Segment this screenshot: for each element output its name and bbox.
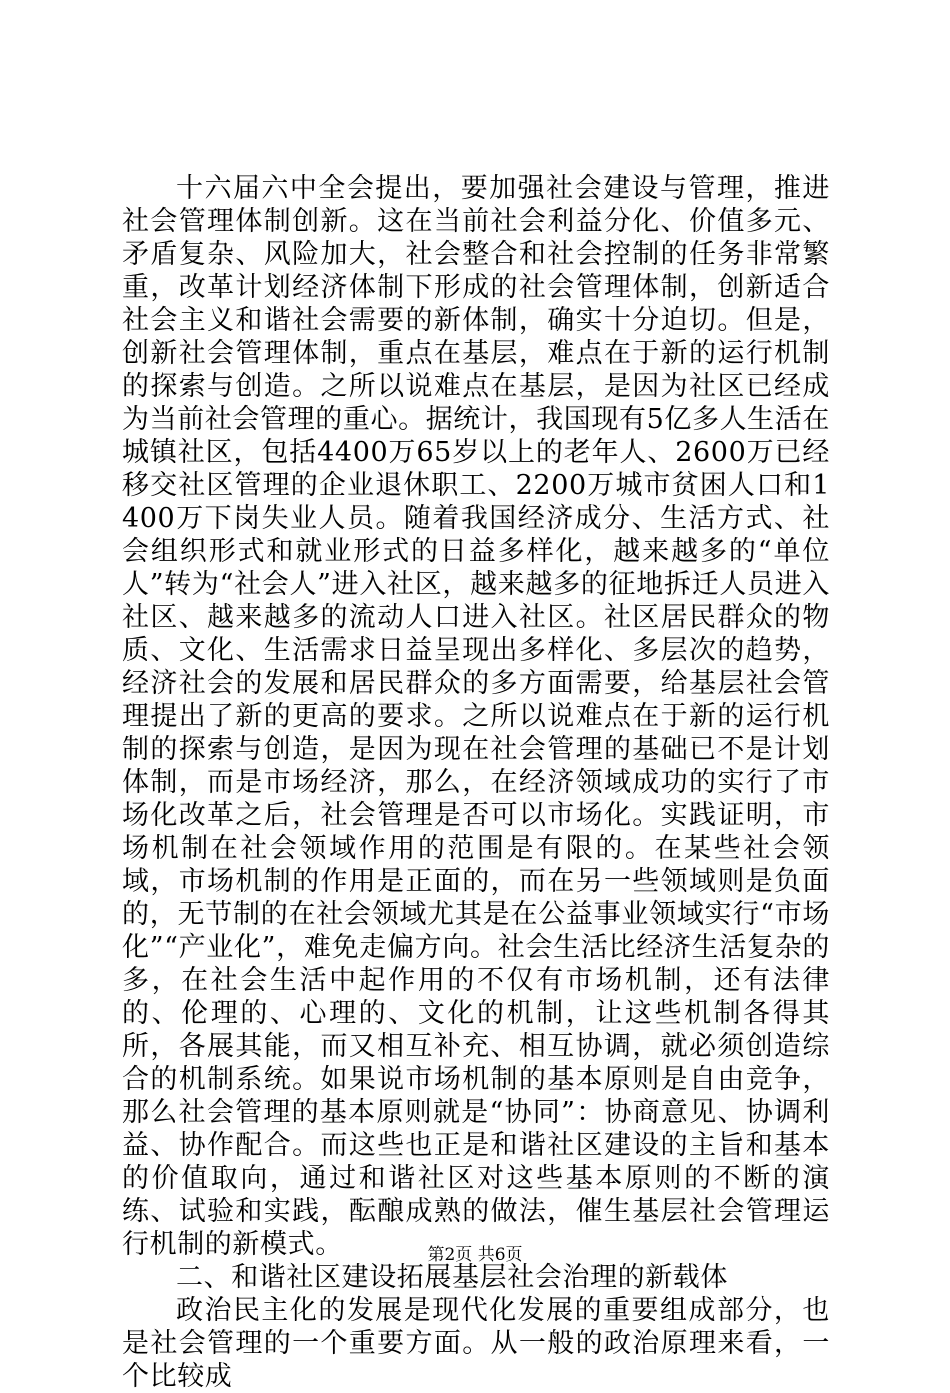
section-heading: 二、和谐社区建设拓展基层社会治理的新载体 (176, 1262, 728, 1293)
body-paragraph-closing: 政治民主化的发展是现代化发展的重要组成部分，也是社会管理的一个重要方面。从一般的政治原理来看，一个比较成 (122, 1295, 830, 1392)
page-number-footer: 第2页 共6页 (427, 1245, 523, 1265)
document-body (122, 172, 830, 1393)
body-paragraph: 十六届六中全会提出，要加强社会建设与管理，推进社会管理体制创新。这在当前社会利益分化、价值多元、矛盾复杂、风险加大，社会整合和社会控制的任务非常繁重，改革计划经济体制下形成的社会管理体制，创新适合社会主义和谐社会需要的新体制，确实十分迫切。但是，创新社会管理体制，重点在基层，难点在于新的运行机制的探索与创造。之所以说难点在基层，是因为社区已经成为当前社会管理的重心。据统计，我国现有5亿多人生活在城镇社区，包括4400万65岁以上的老年人、2600万已经移交社区管理的企业退休职工、2200万城市贫困人口和1400万下岗失业人员。随着我国经济成分、生活方式、社会组织形式和就业形式的日益多样化，越来越多的“单位人”转为“社会人”进入社区，越来越多的征地拆迁人员进入社区、越来越多的流动人口进入社区。社区居民群众的物质、文化、生活需求日益呈现出多样化、多层次的趋势，经济社会的发展和居民群众的多方面需要，给基层社会管理提出了新的更高的要求。之所以说难点在于新的运行机制的探索与创造，是因为现在社会管理的基础已不是计划体制，而是市场经济，那么，在经济领域成功的实行了市场化改革之后，社会管理是否可以市场化。实践证明，市场机制在社会领域作用的范围是有限的。在某些社会领域，市场机制的作用是正面的，而在另一些领域则是负面的，无节制的在社会领域尤其是在公益事业领域实行“市场化”“产业化”，难免走偏方向。社会生活比经济生活复杂的多，在社会生活中起作用的不仅有市场机制，还有法律的、伦理的、心理的、文化的机制，让这些机制各得其所，各展其能，而又相互补充、相互协调，就必须创造综合的机制系统。如果说市场机制的基本原则是自由竞争，那么社会管理的基本原则就是“协同”：协商意见、协调利益、协作配合。而这些也正是和谐社区建设的主旨和基本的价值取向，通过和谐社区对这些基本原则的不断的演练、试验和实践，酝酿成熟的做法，催生基层社会管理运行机制的新模式。 (122, 173, 830, 1260)
